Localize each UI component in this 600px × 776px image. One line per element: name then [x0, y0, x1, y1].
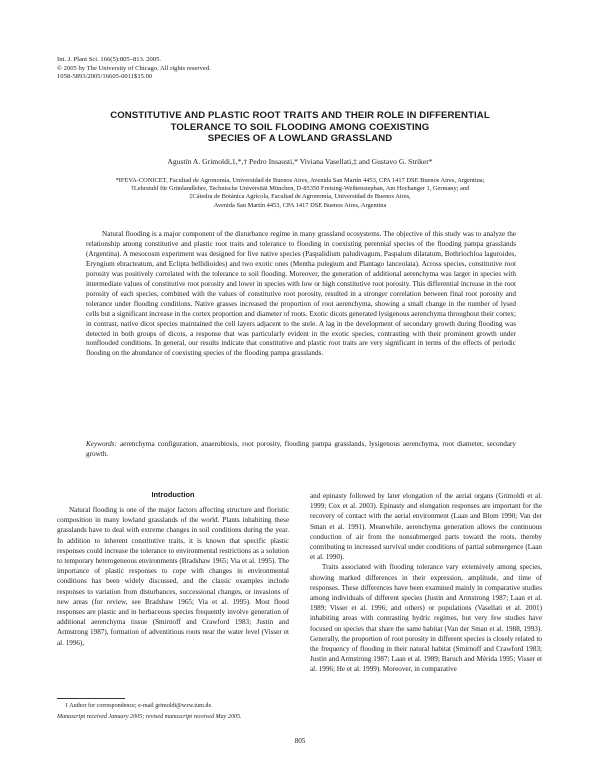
journal-citation: Int. J. Plant Sci. 166(5):805–813. 2005.	[57, 56, 162, 63]
intro-paragraph: Natural flooding is one of the major factors affecting structure and floristic composition in many lowland grasslands of the world. Plants inhabiting these grasslands have to deal with extreme changes in soil conditions during the year. In addition to inherent constitutive traits, it is known that specific plastic responses could increase the tolerance to environmental restrictions as a solution to temporary heterogeneous environments (Bradshaw 1965; Via et al. 1995). The importance of plastic responses to cope with changes in environmental conditions has been widely discussed, and the classic examples include responses to variation from disturbances, successional changes, or invasions of new areas (for review, see Bradshaw 1965; Via et al. 1995). Most flood responses are plastic and in herbaceous species frequently involve generation of additional aerenchyma tissue (Smirnoff and Crawford 1983; Justin and Armstrong 1987), formation of adventitious roots near the water level (Visser et al. 1996),	[57, 506, 289, 647]
keywords-text: aerenchyma configuration, anaerobiosis, root porosity, flooding pampa grasslands, lysigenous aerenchyma, root diameter, secondary growth.	[86, 440, 516, 458]
author-list: Agustín A. Grimoldi,1,*,† Pedro Insausti,* Viviana Vasellati,‡ and Gustavo G. Striker*	[167, 157, 433, 166]
intro-paragraph: Traits associated with flooding tolerance vary extensively among species, showing marked differences in their expression, amplitude, and time of responses. These differences have been examined mainly in comparative studies among individuals of different species (Justin and Armstrong 1987; Laan et al. 1989; Visser et al. 1996; and others) or populations (Vasellati et al. 2001) inhabiting areas with contrasting hydric regimes, but very few studies have focused on species that share the same habitat (Van der Sman et al. 1988, 1993). Generally, the proportion of root porosity in different species is closely related to the frequency of flooding in their natural habitat (Smirnoff and Crawford 1983; Justin and Armstrong 1987; Laan et al. 1989; Baruch and Mérida 1995; Visser et al. 1996; He et al. 1999). Moreover, in comparative	[310, 563, 542, 674]
footnote-divider	[57, 698, 125, 699]
journal-header	[57, 56, 211, 82]
intro-paragraph-continued: and epinasty followed by later elongation of the aerial organs (Grimoldi et al. 1999; Cox et al. 2003). Epinasty and elongation responses are important for the recovery of contact with the aerial environment (Laan and Blom 1990; Van der Sman et al. 1991). Meanwhile, aerenchyma generation allows the continuous conduction of air from the nonsubmerged parts toward the roots, thereby contributing to increased survival under conditions of partial submergence (Laan et al. 1990).	[310, 492, 542, 562]
affiliation-line: ‡Cátedra de Botánica Agrícola, Facultad de Agronomía, Universidad de Buenos Aires,	[189, 193, 411, 201]
title-line: CONSTITUTIVE AND PLASTIC ROOT TRAITS AND THEIR ROLE IN DIFFERENTIAL	[110, 110, 490, 121]
right-column	[310, 491, 542, 675]
title-line: TOLERANCE TO SOIL FLOODING AMONG COEXISTING	[170, 121, 430, 133]
keywords-label: Keywords:	[86, 440, 117, 448]
copyright-notice: © 2005 by The University of Chicago. All rights reserved.	[57, 64, 211, 72]
article-title	[60, 110, 540, 145]
keywords	[86, 440, 516, 460]
abstract	[86, 230, 516, 359]
page-number: 805	[294, 737, 306, 745]
abstract-text: Natural flooding is a major component of the disturbance regime in many grassland ecosystems. The objective of this study was to analyze the relationship among constitutive and plastic root traits and tolerance to flooding in coexisting perennial species of the flooding pampa grasslands (Argentina). A mesocosm experiment was designed for five native species (Paspalidium paludivagum, Paspalum dilatatum, Bothriochloa laguroides, Eryngium ebracteatum, and Eclipta bellidioides) and two exotic ones (Mentha pulegium and Plantago lanceolata). Across species, constitutive root porosity was positively correlated with the tolerance to soil flooding. Moreover, the generation of additional aerenchyma was larger in species with intermediate values of constitutive root porosity and lower in species with low or high constitutive root porosity. This differential increase in the root porosity of each species, combined with the values of constitutive root porosity, resulted in a stronger correlation between final root porosity and tolerance under flooding conditions. Native grasses increased the proportion of root aerenchyma, showing a small change in the number of lysed cells but a significant increase in the cortex proportion and diameter of roots. Exotic dicots generated lysigenous aerenchyma throughout their cortex; in contrast, native dicot species maintained the cell layers adjacent to the stele. A lag in the development of secondary growth during flooding was detected in both groups of dicots, a response that was particularly evident in the exotic species, contrasting with their prominent growth under nonflooded conditions. In general, our results indicate that constitutive and plastic root traits are very significant in terms of the effects of periodic flooding on the abundance of coexisting species of the flooding pampa grasslands.	[86, 230, 516, 358]
affiliation-line: *IFEVA-CONICET, Facultad de Agronomía, Universidad de Buenos Aires, Avenida San Martín 4453, CPA 1417 DSE Buenos Aires, Argentina;	[115, 177, 485, 184]
title-line: SPECIES OF A LOWLAND GRASSLAND	[207, 133, 393, 145]
issn-line: 1058-5893/2005/16605-0011$15.00	[57, 73, 153, 81]
affiliation-line: †Lehrstuhl für Grünlandlehre, Technische Universität München, D-85350 Freising-Weihenstephan, Am Hochanger 1, Germany; and	[130, 185, 470, 193]
affiliation-line: Avenida San Martín 4453, CPA 1417 DSE Buenos Aires, Argentina	[213, 201, 387, 209]
left-column	[57, 505, 289, 648]
affiliations	[60, 177, 540, 210]
correspondence-footnote: 1 Author for correspondence; e-mail grimoldi@wzw.tum.de.	[65, 703, 213, 709]
manuscript-dates-footnote: Manuscript received January 2005; revised manuscript received May 2005.	[57, 714, 242, 720]
section-heading-introduction: Introduction	[151, 490, 195, 499]
